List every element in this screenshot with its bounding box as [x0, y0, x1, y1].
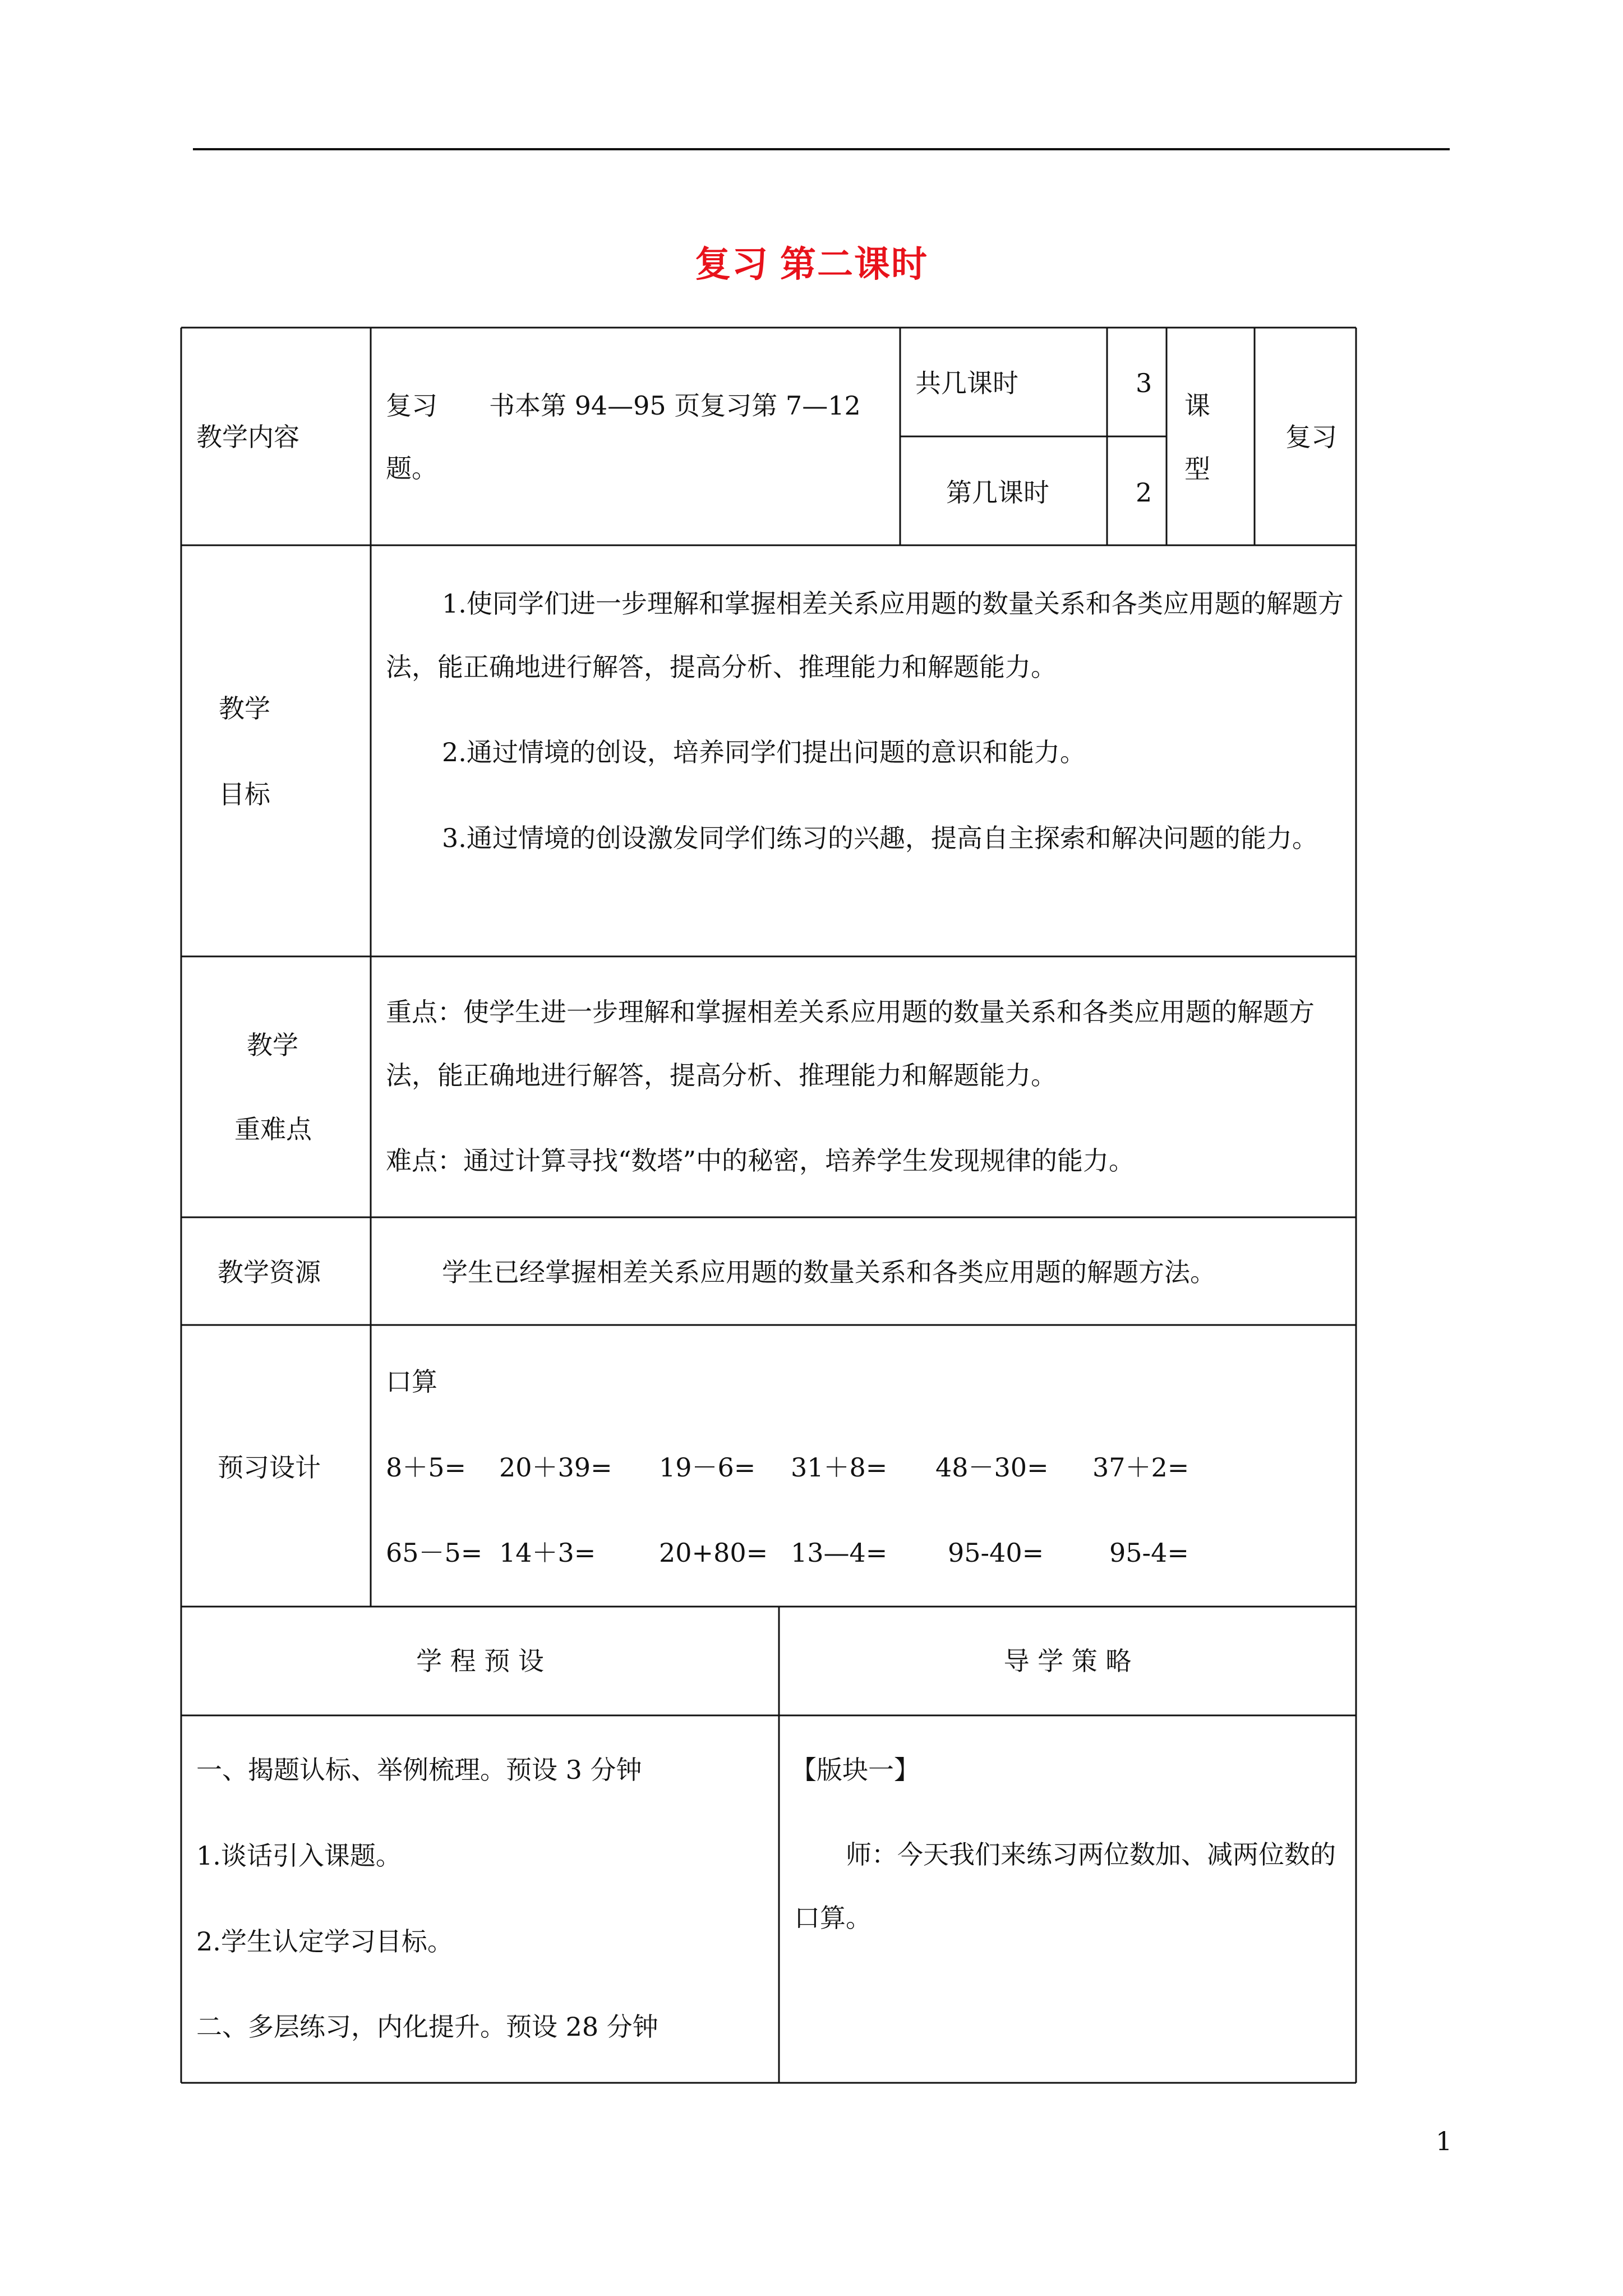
goals-label-2: 目标 [219, 779, 270, 809]
process-left-line: 二、多层练习，内化提升。预设 28 分钟 [196, 2012, 658, 2042]
lesson-number-value: 2 [1136, 477, 1152, 508]
mental-math-item: 19－6= [659, 1452, 756, 1483]
process-left-line: 2.学生认定学习目标。 [196, 1926, 453, 1957]
process-left-line: 一、揭题认标、举例梳理。预设 3 分钟 [196, 1755, 642, 1785]
mental-math-item: 20＋39= [499, 1452, 612, 1483]
mental-math-item: 14＋3= [499, 1538, 596, 1568]
goal-item-1: 1.使同学们进一步理解和掌握相差关系应用题的数量关系和各类应用题的解题方法，能正确地进行解答，提高分析、推理能力和解题能力。 [386, 588, 1344, 682]
process-right-header: 导 学 策 略 [1003, 1646, 1132, 1676]
mental-math-item: 31＋8= [791, 1452, 888, 1483]
resources-label: 教学资源 [218, 1257, 321, 1287]
process-left-header: 学 程 预 设 [416, 1646, 544, 1676]
process-block-title: 【版块一】 [791, 1755, 920, 1785]
process-left-line: 1.谈话引入课题。 [196, 1841, 402, 1871]
total-lessons-value: 3 [1136, 368, 1152, 398]
keypoints-label-2: 重难点 [234, 1114, 312, 1144]
type-value: 复习 [1285, 422, 1337, 452]
mental-math-item: 37＋2= [1092, 1452, 1189, 1483]
keypoints-label-1: 教学 [247, 1030, 298, 1060]
difficult-point: 难点：通过计算寻找“数塔”中的秘密，培养学生发现规律的能力。 [386, 1145, 1135, 1176]
goal-item-3: 3.通过情境的创设激发同学们练习的兴趣，提高自主探索和解决问题的能力。 [442, 823, 1318, 853]
mental-math-item: 8＋5= [386, 1452, 467, 1483]
type-label-1: 课 [1184, 390, 1210, 421]
goal-item-2: 2.通过情境的创设，培养同学们提出问题的意识和能力。 [442, 737, 1086, 767]
goals-label-1: 教学 [219, 693, 270, 724]
mental-math-item: 65－5= [386, 1538, 483, 1568]
mental-math-item: 95-40= [948, 1538, 1044, 1568]
mental-math-item: 48－30= [935, 1452, 1049, 1483]
content-line-2: 题。 [386, 453, 437, 484]
content-label: 教学内容 [196, 422, 299, 452]
mental-math-item: 95-4= [1109, 1538, 1189, 1568]
title-part-2: 第二课时 [780, 243, 928, 286]
resources-content: 学生已经掌握相差关系应用题的数量关系和各类应用题的解题方法。 [442, 1257, 1216, 1287]
lesson-number-label: 第几课时 [946, 477, 1049, 508]
page-number: 1 [1436, 2126, 1453, 2156]
mental-math-item: 13—4= [791, 1538, 888, 1568]
preview-label: 预习设计 [218, 1452, 321, 1483]
type-label-2: 型 [1184, 454, 1210, 484]
content-line-1: 复习 书本第 94—95 页复习第 7—12 [386, 390, 861, 421]
mental-math-item: 20+80= [659, 1538, 768, 1568]
preview-heading: 口算 [386, 1366, 437, 1397]
total-lessons-label: 共几课时 [915, 368, 1018, 398]
title-part-1: 复习 [695, 243, 769, 286]
key-point: 重点：使学生进一步理解和掌握相差关系应用题的数量关系和各类应用题的解题方法，能正确地进行解答，提高分析、推理能力和解题能力。 [386, 997, 1315, 1091]
process-right-text: 师：今天我们来练习两位数加、减两位数的口算。 [794, 1839, 1336, 1933]
